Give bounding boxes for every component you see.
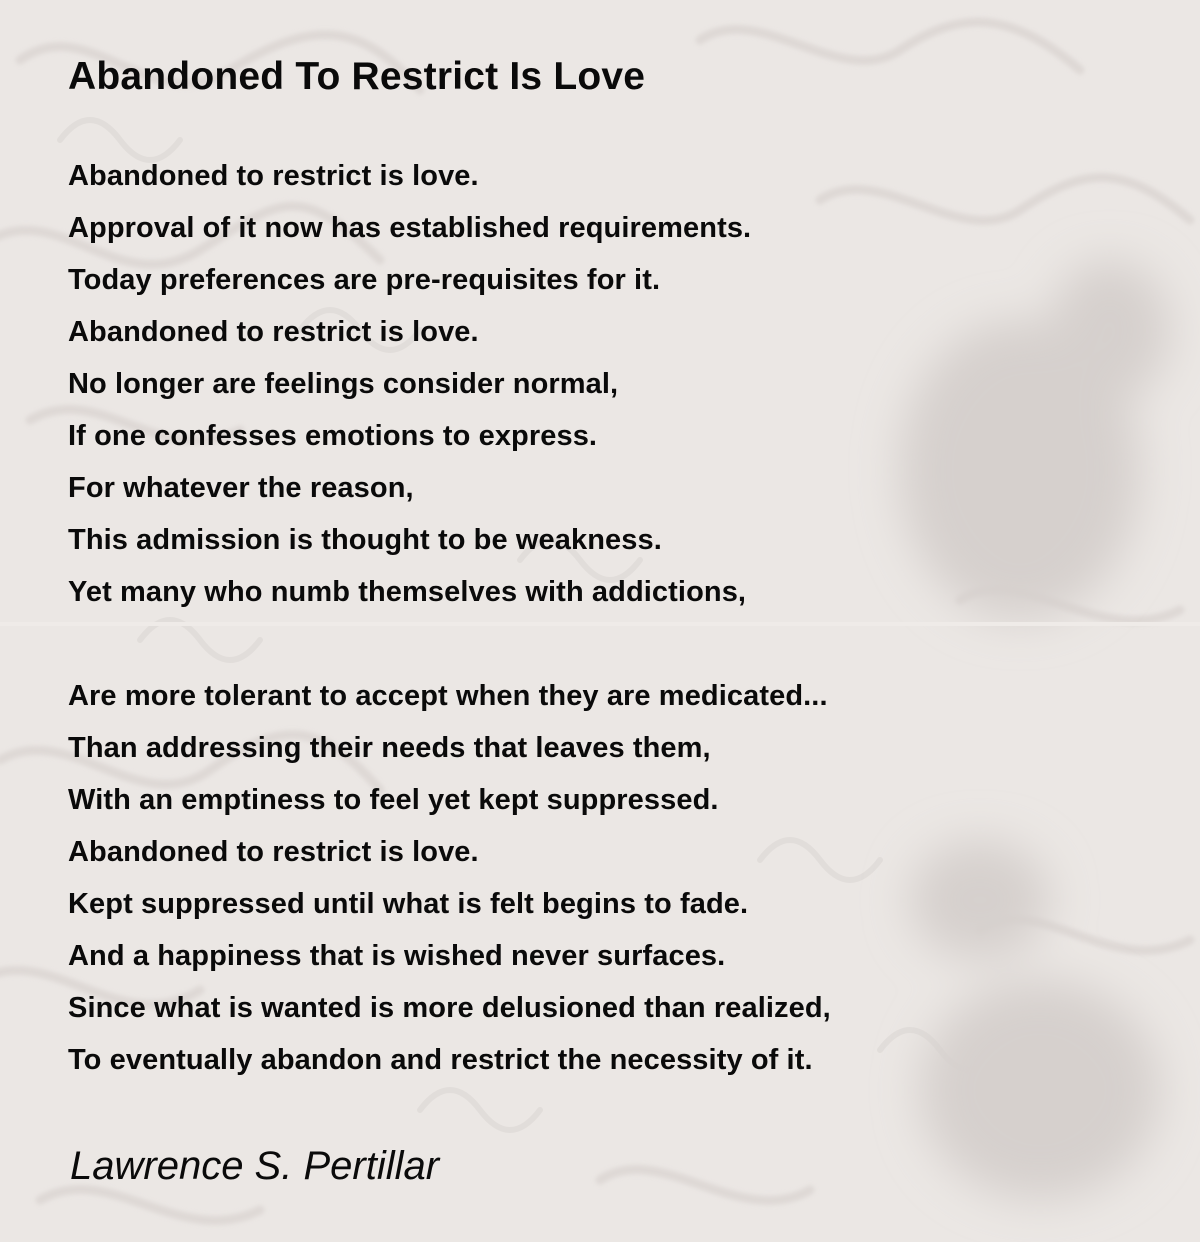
poem-line: This admission is thought to be weakness. <box>68 524 662 556</box>
poem-line: Are more tolerant to accept when they are medicated... <box>68 680 828 712</box>
poem-line: Kept suppressed until what is felt begins to fade. <box>68 888 749 920</box>
poem-line: Abandoned to restrict is love. <box>68 160 479 192</box>
poem-line: Yet many who numb themselves with addictions, <box>68 576 747 608</box>
poem-line: For whatever the reason, <box>68 472 414 504</box>
poem-title: Abandoned To Restrict Is Love <box>68 55 646 98</box>
poem-line: Abandoned to restrict is love. <box>68 316 479 348</box>
poem-author: Lawrence S. Pertillar <box>70 1144 440 1188</box>
poem-line: No longer are feelings consider normal, <box>68 368 619 400</box>
poem-line: And a happiness that is wished never surfaces. <box>68 940 726 972</box>
poem-line: If one confesses emotions to express. <box>68 420 598 452</box>
poem-line: Since what is wanted is more delusioned than realized, <box>68 992 831 1024</box>
poem-line: Abandoned to restrict is love. <box>68 836 479 868</box>
stanza-1 <box>68 150 751 618</box>
poem-line: With an emptiness to feel yet kept suppressed. <box>68 784 719 816</box>
poem-line: To eventually abandon and restrict the necessity of it. <box>68 1044 813 1076</box>
poem-line: Approval of it now has established requirements. <box>68 212 752 244</box>
poem-line: Than addressing their needs that leaves them, <box>68 732 711 764</box>
poem-line: Today preferences are pre-requisites for it. <box>68 264 661 296</box>
stanza-2 <box>68 670 831 1086</box>
